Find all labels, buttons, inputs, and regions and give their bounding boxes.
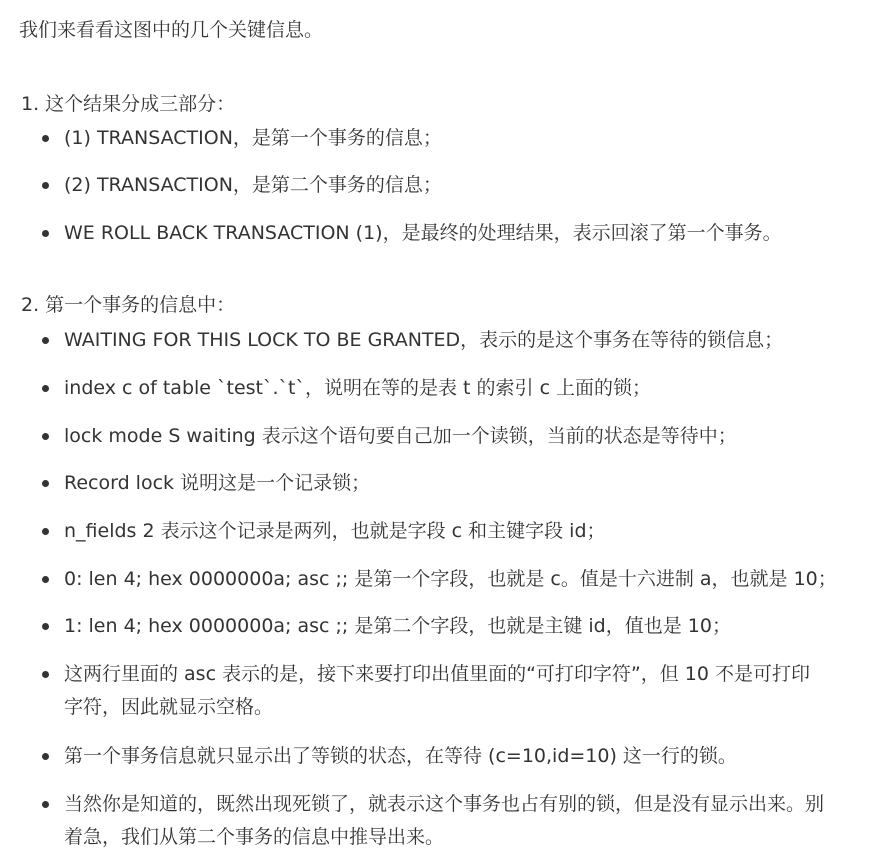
list-item	[64, 515, 864, 548]
list-item	[64, 324, 864, 357]
bullet-dot-icon	[42, 337, 49, 344]
bullet-dot-icon	[42, 135, 49, 142]
list-item-text: Record lock 说明这是一个记录锁；	[64, 472, 371, 494]
bullet-dot-icon	[42, 385, 49, 392]
list-item	[64, 217, 864, 250]
list-item-text: WE ROLL BACK TRANSACTION (1)，是最终的处理结果，表示回滚了第一个事务。	[64, 222, 782, 244]
bullet-dot-icon	[42, 182, 49, 189]
list-item-text: 0: len 4; hex 0000000a; asc ;; 是第一个字段，也就是 c。值是十六进制 a，也就是 10；	[64, 568, 837, 590]
list-item	[64, 740, 864, 773]
list-item-text: 这两行里面的 asc 表示的是，接下来要打印出值里面的“可打印字符”，但 10 不是可打印 字符，因此就显示空格。	[64, 663, 811, 718]
list-item	[64, 467, 864, 500]
list-item-text: lock mode S waiting 表示这个语句要自己加一个读锁，当前的状态是等待中；	[64, 425, 737, 447]
list-item-text: n_fields 2 表示这个记录是两列，也就是字段 c 和主键字段 id；	[64, 520, 606, 542]
list-item	[64, 372, 864, 405]
bullet-dot-icon	[42, 480, 49, 487]
bullet-dot-icon	[42, 576, 49, 583]
list-item	[64, 658, 864, 724]
list-item-text: 当然你是知道的，既然出现死锁了，就表示这个事务也占有别的锁，但是没有显示出来。别 着急，我们从第二个事务的信息中推导出来。	[64, 793, 825, 848]
bullet-dot-icon	[42, 753, 49, 760]
intro-paragraph: 我们来看看这图中的几个关键信息。	[19, 19, 324, 41]
list-item-text: (1) TRANSACTION，是第一个事务的信息；	[64, 127, 442, 149]
list-item	[64, 420, 864, 453]
list-item-text: index c of table `test`.`t`，说明在等的是表 t 的索引 c 上面的锁；	[64, 377, 652, 399]
bullet-dot-icon	[42, 230, 49, 237]
list-item-text: 1: len 4; hex 0000000a; asc ;; 是第二个字段，也就是主键 id，值也是 10；	[64, 615, 731, 637]
list-item-text: 第一个事务信息就只显示出了等锁的状态，在等待 (c=10,id=10) 这一行的锁。	[64, 745, 737, 767]
bullet-dot-icon	[42, 433, 49, 440]
list-item	[64, 610, 864, 643]
list-item	[64, 169, 864, 202]
list-item	[64, 788, 864, 854]
list-item	[64, 563, 864, 596]
section-2-title: 2. 第一个事务的信息中：	[21, 294, 236, 316]
bullet-dot-icon	[42, 528, 49, 535]
section-1-title: 1. 这个结果分成三部分：	[21, 93, 236, 115]
list-item	[64, 122, 864, 155]
bullet-dot-icon	[42, 623, 49, 630]
bullet-dot-icon	[42, 671, 49, 678]
list-item-text: WAITING FOR THIS LOCK TO BE GRANTED，表示的是这个事务在等待的锁信息；	[64, 329, 784, 351]
bullet-dot-icon	[42, 801, 49, 808]
list-item-text: (2) TRANSACTION，是第二个事务的信息；	[64, 174, 442, 196]
